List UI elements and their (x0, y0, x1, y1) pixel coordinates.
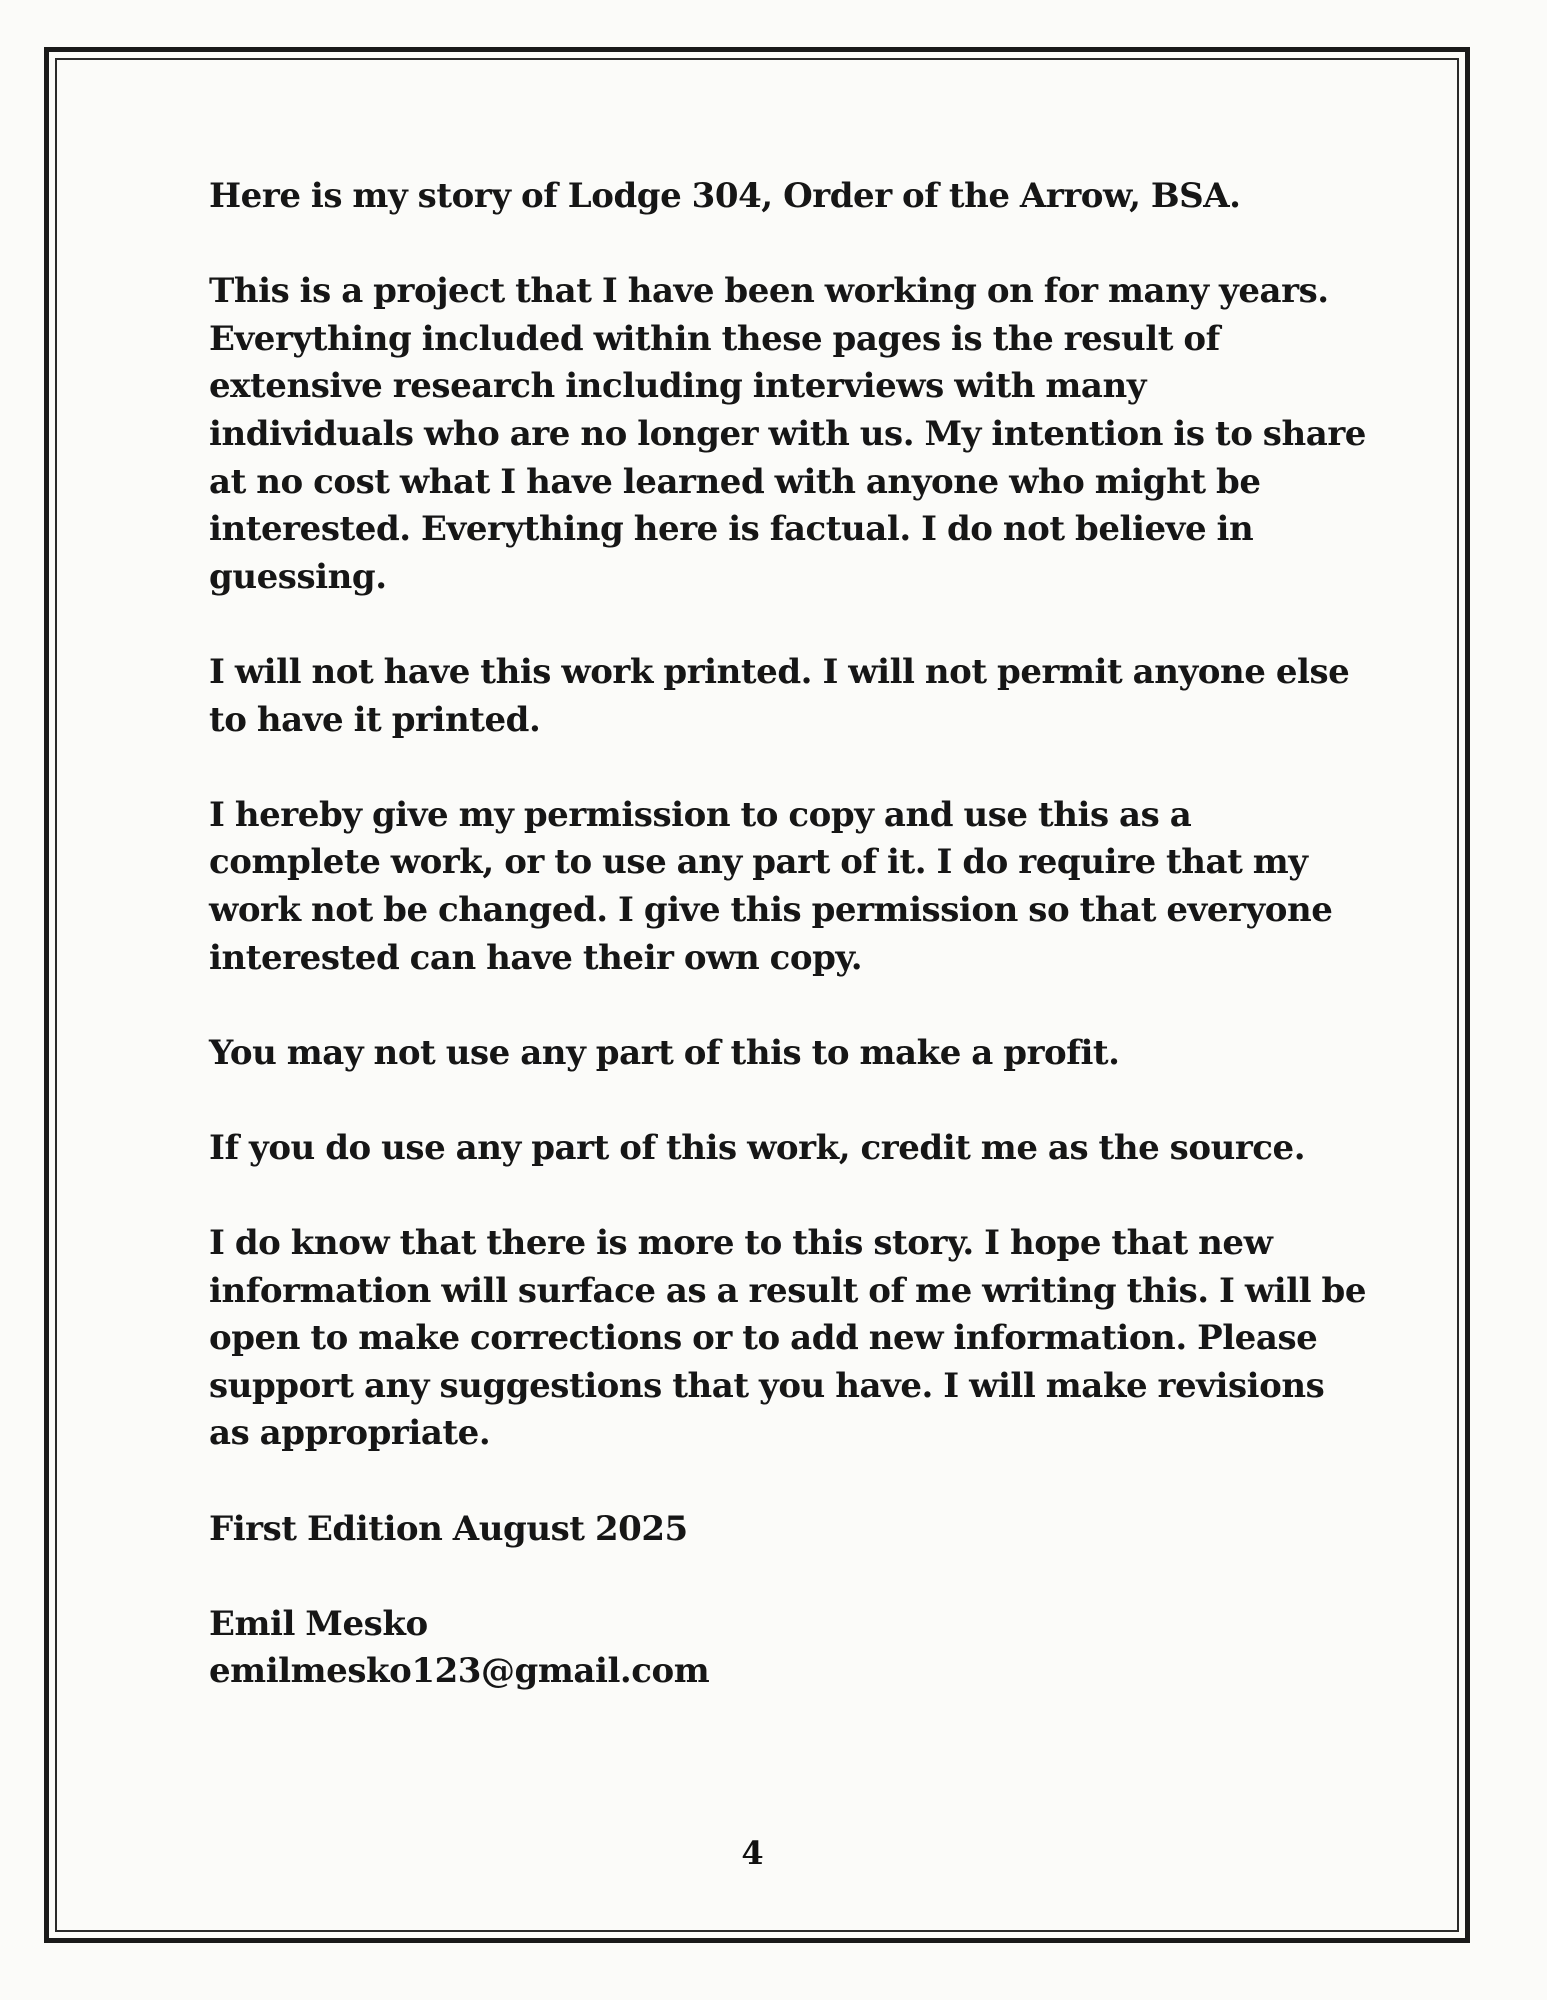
permission-paragraph: I hereby give my permission to copy and use this as a complete work, or to use any part of it. I do require that my work not be changed. I give this permission so that everyone interested can have their own copy. (209, 794, 1333, 978)
project-paragraph: This is a project that I have been working on for many years. Everything included within these pages is the result of extensive research including interviews with many individuals who are no longer with us. My intention is to share at no cost what I have learned with anyone who might be interested. Everything here is factual. I do not believe in guessing. (209, 271, 1366, 597)
edition-line: First Edition August 2025 (209, 1508, 688, 1549)
corrections-paragraph: I do know that there is more to this story. I hope that new information will surface as a result of me writing this. I will be open to make corrections or to add new information. Please support any suggestions that you have. I will make revisions as appropriate. (209, 1223, 1366, 1454)
profit-paragraph: You may not use any part of this to make a profit. (209, 1032, 1120, 1073)
author-name: Emil Mesko (209, 1603, 428, 1644)
page-number: 4 (741, 1834, 764, 1872)
intro-paragraph: Here is my story of Lodge 304, Order of the Arrow, BSA. (209, 176, 1241, 216)
credit-paragraph: If you do use any part of this work, credit me as the source. (209, 1127, 1306, 1168)
printing-paragraph: I will not have this work printed. I will not permit anyone else to have it printed. (209, 651, 1350, 740)
author-email: emilmesko123@gmail.com (209, 1651, 710, 1692)
document-body (209, 173, 1394, 1696)
